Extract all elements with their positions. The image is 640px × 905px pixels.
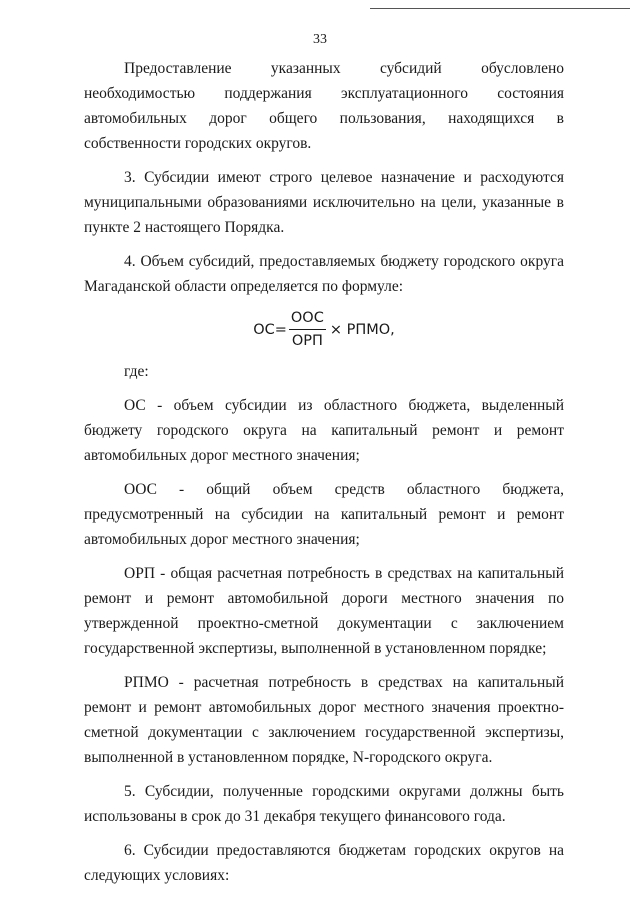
paragraph: ОС - объем субсидии из областного бюджета, выделенный бюджету городского округа на капитальный ремонт и ремонт автомобильных дорог местного значения;	[84, 397, 564, 464]
where-label: где:	[124, 363, 149, 380]
paragraph: РПМО - расчетная потребность в средствах на капитальный ремонт и ремонт автомобильных дорог местного значения проектно-сметной документации с заключением государственной экспертизы, выполненной в установленном порядке, N-городского округа.	[84, 674, 564, 766]
paragraph: 6. Субсидии предоставляются бюджетам городских округов на следующих условиях:	[84, 842, 564, 884]
top-rule	[370, 8, 630, 9]
formula-denominator: ОРП	[291, 333, 323, 349]
page-number: 33	[313, 32, 327, 47]
paragraph: 5. Субсидии, полученные городскими округами должны быть использованы в срок до 31 декабря текущего финансового года.	[84, 783, 564, 825]
paragraph: ОРП - общая расчетная потребность в средствах на капитальный ремонт и ремонт автомобильной дороги местного значения по утвержденной проектно-сметной документации с заключением государственной экспертизы, выполненной в установленном порядке;	[84, 565, 564, 657]
document-body	[84, 56, 564, 897]
paragraph: 4. Объем субсидий, предоставляемых бюджету городского округа Магаданской области определяется по формуле:	[84, 253, 564, 295]
paragraph: ООС - общий объем средств областного бюджета, предусмотренный на субсидии на капитальный ремонт и ремонт автомобильных дорог местного значения;	[84, 481, 564, 548]
formula-fraction	[289, 308, 326, 351]
formula-lhs: ОС=	[253, 321, 287, 338]
formula	[84, 308, 564, 351]
formula-rhs: × РПМО,	[329, 321, 395, 338]
paragraph: Предоставление указанных субсидий обусловлено необходимостью поддержания эксплуатационного состояния автомобильных дорог общего пользования, находящихся в собственности городских округов.	[84, 60, 564, 152]
paragraph: 3. Субсидии имеют строго целевое назначение и расходуются муниципальными образованиями исключительно на цели, указанные в пункте 2 настоящего Порядка.	[84, 169, 564, 236]
formula-numerator: ООС	[289, 308, 326, 330]
